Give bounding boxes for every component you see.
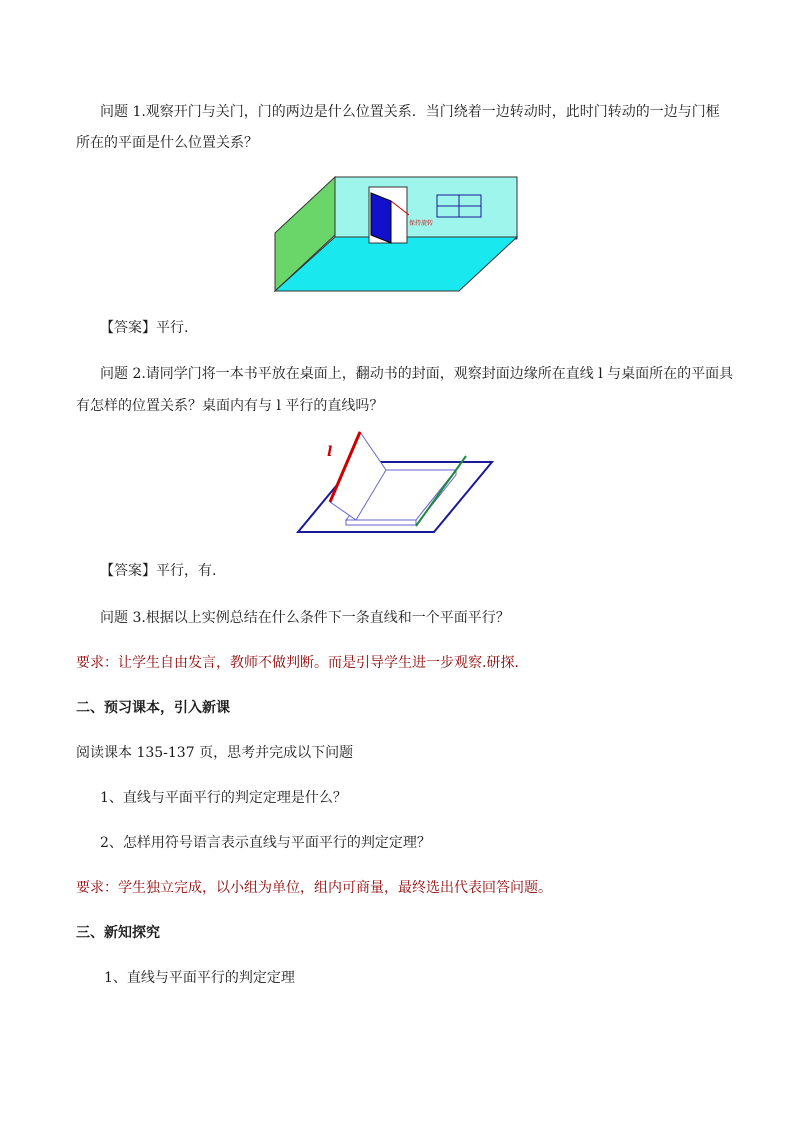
line-l-label: l (327, 444, 333, 460)
q2-line2: 有怎样的位置关系？桌面内有与 l 平行的直线吗？ (76, 398, 384, 414)
open-door (371, 193, 391, 243)
back-wall (335, 177, 517, 239)
q1-line1: 问题 1.观察开门与关门，门的两边是什么位置关系．当门绕着一边转动时，此时门转动的一边与门框 (100, 104, 720, 120)
door-rotation-label: 保持旋转 (409, 220, 434, 227)
q2-line1: 问题 2.请同学门将一本书平放在桌面上，翻动书的封面，观察封面边缘所在直线 l 与桌面所在的平面具 (100, 366, 734, 382)
room-door-figure (273, 175, 519, 293)
book-table-figure (296, 430, 496, 536)
requirement-1: 要求：让学生自由发言，教师不做判断。而是引导学生进一步观察.研探. (76, 655, 519, 671)
section2-title: 二、预习课本，引入新课 (76, 700, 230, 716)
section2-item2: 2、怎样用符号语言表示直线与平面平行的判定定理？ (100, 835, 431, 851)
q1-line2: 所在的平面是什么位置关系？ (76, 135, 258, 151)
section2-intro: 阅读课本 135-137 页，思考并完成以下问题 (76, 745, 354, 761)
q3-line1: 问题 3.根据以上实例总结在什么条件下一条直线和一个平面平行？ (100, 610, 510, 626)
section3-title: 三、新知探究 (76, 925, 160, 941)
q1-answer: 【答案】平行. (100, 320, 189, 336)
section3-item1: 1、直线与平面平行的判定定理 (104, 970, 295, 986)
section2-item1: 1、直线与平面平行的判定定理是什么？ (100, 790, 347, 806)
q2-answer: 【答案】平行，有. (100, 563, 217, 579)
book-edge (346, 520, 416, 525)
requirement-2: 要求：学生独立完成，以小组为单位，组内可商量，最终选出代表回答问题。 (76, 880, 552, 896)
